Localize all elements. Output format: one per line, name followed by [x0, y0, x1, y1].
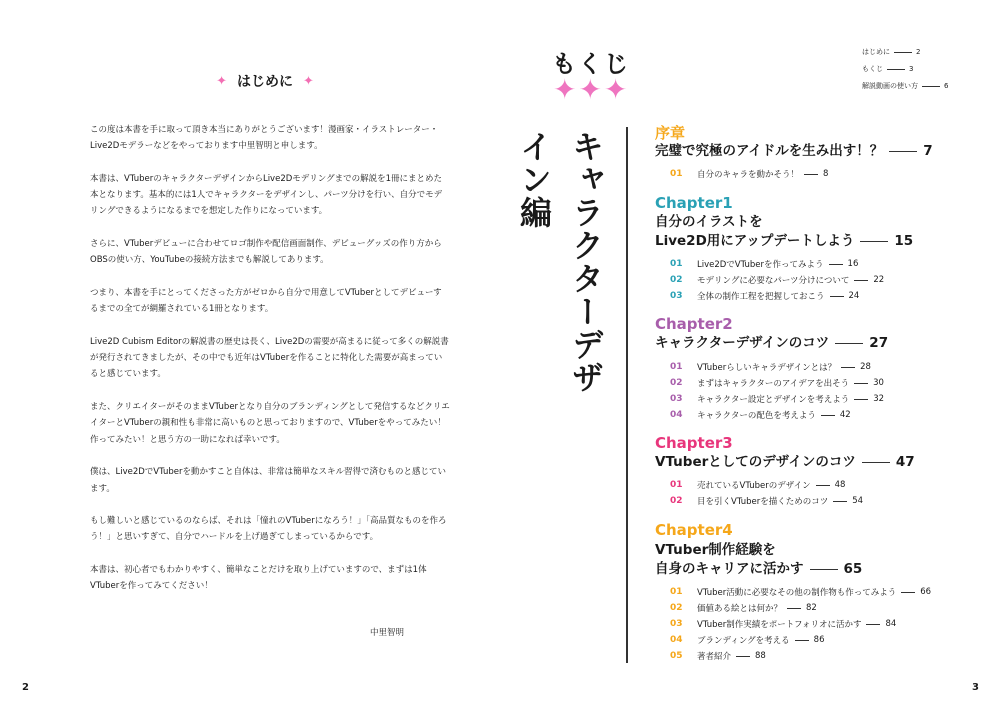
leader-line [830, 296, 844, 297]
item-number: 03 [670, 394, 683, 404]
toc-item[interactable] [670, 586, 931, 598]
item-page: 30 [873, 378, 884, 388]
toc-item[interactable] [670, 495, 863, 507]
item-number: 05 [670, 651, 683, 661]
side-nav-page: 6 [944, 82, 949, 90]
item-text: VTuberらしいキャラデザインとは？ [697, 363, 837, 373]
toc-item[interactable] [670, 168, 828, 180]
leader-line [736, 656, 750, 657]
leader-line [810, 569, 838, 571]
item-text: 全体の制作工程を把握しておこう [697, 292, 825, 302]
item-text: VTuber活動に必要なその他の制作物も作ってみよう [697, 588, 897, 598]
section-vertical-title: キャラクターデザイン編 [515, 130, 605, 394]
leader-line [887, 69, 905, 70]
chapter-title-text: VTuber制作経験を [655, 542, 776, 558]
leader-line [816, 485, 830, 486]
item-number: 04 [670, 635, 683, 645]
chapter-page: 27 [869, 335, 889, 351]
author-signature: 中里智明 [370, 628, 405, 638]
side-nav-page: 3 [909, 65, 914, 73]
leader-line [889, 151, 917, 153]
leader-line [804, 174, 818, 175]
chapter-title-line[interactable] [655, 541, 776, 560]
chapter-title-line[interactable] [655, 213, 763, 232]
item-number: 01 [670, 587, 683, 597]
item-page: 48 [834, 480, 846, 490]
toc-item[interactable] [670, 409, 851, 421]
item-page: 86 [813, 635, 825, 645]
chapter-title-text: 自分のイラストを [655, 214, 763, 230]
chapter-title-text: 完璧で究極のアイドルを生み出す！？ [655, 143, 884, 159]
side-nav-item[interactable] [862, 44, 948, 61]
item-page: 88 [755, 651, 766, 661]
leader-line [854, 383, 868, 384]
toc-item[interactable] [670, 258, 858, 270]
item-text: まずはキャラクターのアイデアを出そう [697, 379, 850, 389]
item-number: 02 [670, 378, 683, 388]
leader-line [894, 52, 912, 53]
intro-paragraph: Live2D Cubism Editorの解説書の歴史は長く、Live2Dの需要が高まるに従って多くの解説書が発行されてきましたが、その中でも近年はVTuberを作ることに特化した需要が高まっていると感じています。 [90, 336, 449, 380]
sparkle-icon: ✦ [216, 73, 227, 89]
item-text: キャラクター設定とデザインを考えよう [697, 395, 850, 405]
item-text: 売れているVTuberのデザイン [697, 481, 811, 491]
item-text: 自分のキャラを動かそう！ [697, 170, 800, 180]
leader-line [787, 608, 801, 609]
leader-line [862, 462, 890, 464]
chapter-title-line[interactable] [655, 560, 862, 579]
item-number: 04 [670, 410, 683, 420]
item-page: 22 [873, 275, 885, 285]
side-nav-label: 解説動画の使い方 [862, 82, 918, 90]
side-nav-label: はじめに [862, 48, 890, 56]
item-page: 24 [848, 291, 860, 301]
item-number: 01 [670, 362, 683, 372]
intro-paragraph: さらに、VTuberデビューに合わせてロゴ制作や配信画面制作、デビューグッズの作り方からOBSの使い方、YouTubeの接続方法までも解説してあります。 [90, 239, 442, 266]
side-nav-item[interactable] [862, 78, 948, 95]
intro-body [90, 122, 450, 611]
intro-paragraph: 僕は、Live2DでVTuberを動かすこと自体は、非常は簡単なスキル習得で済むものと感じています。 [90, 467, 446, 494]
leader-line [854, 280, 868, 281]
chapter-label: Chapter3 [655, 434, 733, 452]
toc-item[interactable] [670, 602, 817, 614]
intro-paragraph: 本書は、初心者でもわかりやすく、簡単なことだけを取り上げていますので、まずは1体VTuberを作ってみてください！ [90, 565, 427, 592]
chapter-page: 7 [923, 143, 933, 159]
item-page: 16 [847, 259, 859, 269]
star-decoration-icon: ✦✦✦ [553, 73, 630, 106]
intro-paragraph: この度は本書を手に取って頂き本当にありがとうございます！漫画家・イラストレーター・Live2Dモデラーなどをやっております中里智明と申します。 [90, 125, 439, 152]
chapter-title-line[interactable] [655, 232, 913, 251]
item-number: 02 [670, 275, 683, 285]
toc-item[interactable] [670, 479, 845, 491]
divider-line [626, 127, 628, 663]
chapter-title[interactable] [655, 453, 915, 472]
chapter-page: 15 [894, 233, 914, 249]
toc-item[interactable] [670, 634, 824, 646]
page-number-right: 3 [972, 682, 979, 693]
chapter-page: 65 [843, 561, 863, 577]
chapter-title-text: VTuberとしてのデザインのコツ [655, 454, 856, 470]
chapter-title[interactable] [655, 142, 933, 161]
leader-line [854, 399, 868, 400]
leader-line [821, 415, 835, 416]
item-number: 01 [670, 480, 683, 490]
toc-title: もくじ [552, 50, 630, 78]
chapter-title-text: 自身のキャリアに活かす [655, 561, 804, 577]
chapter-title-text: Live2D用にアップデートしよう [655, 233, 855, 249]
chapter-page: 47 [895, 454, 915, 470]
item-text: モデリングに必要なパーツ分けについて [697, 276, 850, 286]
side-nav-page: 2 [916, 48, 921, 56]
toc-item[interactable] [670, 290, 859, 302]
item-page: 82 [806, 603, 817, 613]
item-page: 84 [885, 619, 897, 629]
sparkle-icon: ✦ [303, 73, 314, 89]
side-nav [862, 44, 948, 95]
intro-paragraph: もし難しいと感じているのならば、それは「憧れのVTuberになろう！」「高品質なものを作ろう！」と思いすぎて、自分でハードルを上げ過ぎてしまっているからです。 [90, 516, 447, 543]
side-nav-item[interactable] [862, 61, 948, 78]
item-page: 8 [823, 169, 829, 179]
item-text: 著者紹介 [697, 652, 732, 662]
leader-line [835, 343, 863, 345]
chapter-label: Chapter1 [655, 194, 733, 212]
item-text: Live2DでVTuberを作ってみよう [697, 260, 824, 270]
toc-item[interactable] [670, 274, 884, 286]
item-text: キャラクターの配色を考えよう [697, 411, 816, 421]
leader-line [829, 264, 843, 265]
toc-item[interactable] [670, 650, 766, 662]
page-number-left: 2 [22, 682, 29, 693]
item-page: 28 [860, 362, 871, 372]
item-text: ブランディングを考える [697, 636, 790, 646]
leader-line [841, 367, 855, 368]
toc-item[interactable] [670, 377, 884, 389]
chapter-title-text: キャラクターデザインのコツ [655, 335, 830, 351]
chapter-label: Chapter2 [655, 315, 733, 333]
item-number: 02 [670, 603, 683, 613]
intro-paragraph: また、クリエイターがそのままVTuberとなり自分のブランディングとして発信するなどクリエイターとVTuberの親和性も非常に高いものと思っておりますので、VTuberをやってみたい！作ってみたい！と思う方の一助になれば幸いです。 [90, 402, 450, 445]
toc-item[interactable] [670, 393, 884, 405]
item-page: 32 [873, 394, 885, 404]
item-page: 54 [852, 496, 864, 506]
item-number: 03 [670, 619, 683, 629]
toc-item[interactable] [670, 618, 896, 630]
intro-paragraph: 本書は、VTuberのキャラクターデザインからLive2Dモデリングまでの解説を1冊にまとめた本となります。基本的には1人でキャラクターをデザインし、パーツ分けを行い、自分でモデリングできるようになるまでを想定した作りになっています。 [90, 173, 443, 217]
item-text: 価値ある絵とは何か？ [697, 604, 783, 614]
leader-line [795, 640, 809, 641]
item-number: 03 [670, 291, 683, 301]
item-text: 目を引くVTuberを描くためのコツ [697, 497, 829, 507]
intro-heading-text: はじめに [237, 74, 293, 90]
item-number: 01 [670, 169, 683, 179]
leader-line [922, 86, 940, 87]
leader-line [901, 592, 915, 593]
item-page: 66 [920, 587, 932, 597]
leader-line [860, 241, 888, 243]
leader-line [833, 501, 847, 502]
chapter-label: 序章 [655, 124, 686, 142]
item-number: 02 [670, 496, 683, 506]
intro-paragraph: つまり、本書を手にとってくださった方がゼロから自分で用意してVTuberとしてデビューするまでの全てが網羅されている1冊となります。 [90, 287, 442, 315]
item-page: 42 [839, 410, 851, 420]
leader-line [866, 624, 880, 625]
toc-item[interactable] [670, 361, 871, 373]
intro-heading [190, 70, 340, 92]
chapter-label: Chapter4 [655, 521, 733, 539]
item-text: VTuber制作実績をポートフォリオに活かす [697, 620, 862, 630]
item-number: 01 [670, 259, 683, 269]
side-nav-label: もくじ [862, 65, 883, 73]
chapter-title[interactable] [655, 334, 888, 353]
